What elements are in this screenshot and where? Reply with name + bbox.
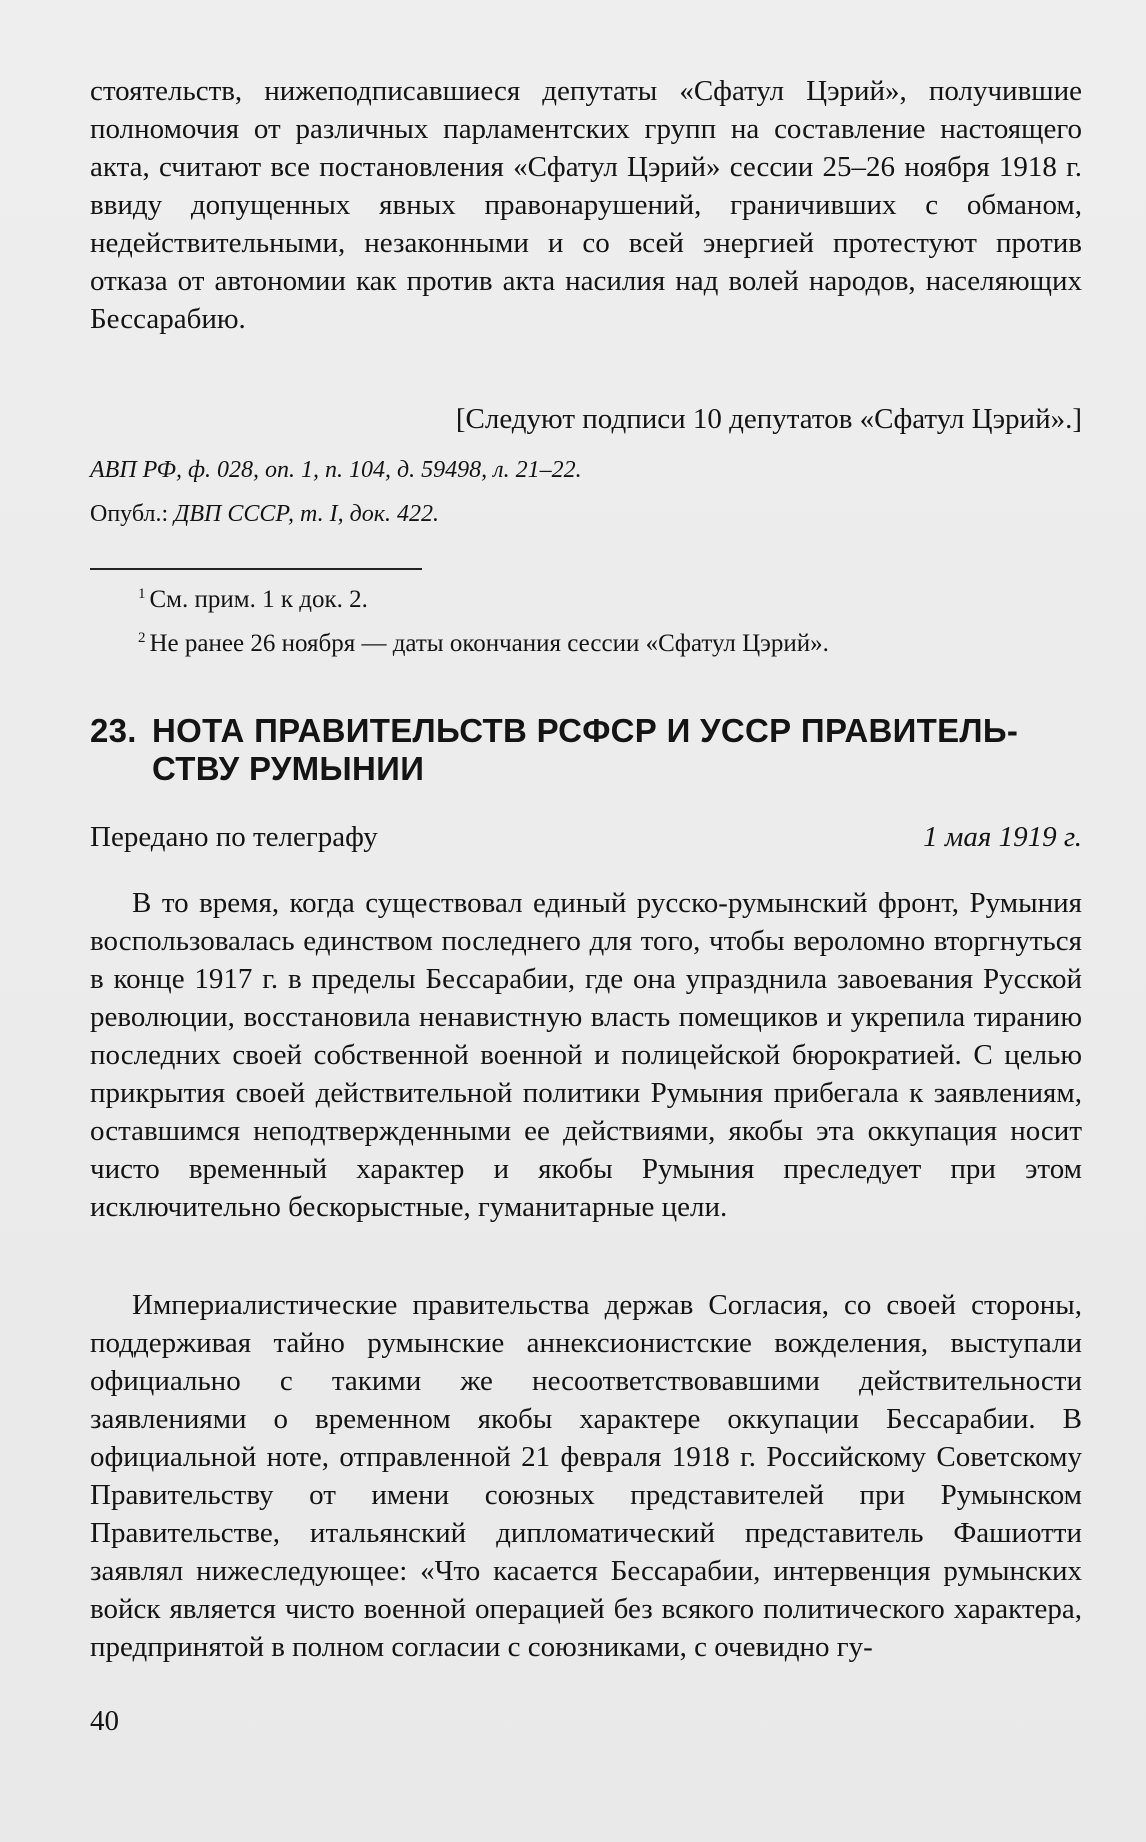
document-title (90, 712, 1082, 788)
body-text: В то время, когда существовал единый русско-румынский фронт, Румыния воспользовалась единством последнего для того, чтобы вероломно вторгнуться в конце 1917 г. в пределы Бессарабии, где она упразднила завоевания Русской революции, восстановила ненавистную власть помещиков и укрепила тиранию последних своей собственной военной и полицейской бюрократией. С целью прикрытия своей действительной политики Румыния прибегала к заявлениям, оставшимся неподтвержденными ее действиями, якобы эта оккупация носит чисто временный характер и якобы Румыния преследует при этом исключительно бескорыстные, гуманитарные цели. (90, 887, 1082, 1223)
footnote-text: Не ранее 26 ноября — даты окончания сессии «Сфатул Цэрий». (149, 630, 829, 657)
signatures-note: [Следуют подписи 10 депутатов «Сфатул Цэрий».] (455, 403, 1082, 435)
body-paragraph-2 (90, 1286, 1082, 1666)
footnote-mark: 1 (138, 586, 146, 602)
document-number: 23. (90, 712, 137, 749)
source-published: ДВП СССР, т. I, док. 422. (174, 501, 439, 527)
body-text: Империалистические правительства держав Согласия, со своей стороны, поддерживая тайно румынские аннексионистские вожделения, выступали официально с такими же несоответствовавшими действительности заявлениями о временном якобы характере оккупации Бессарабии. В официальной ноте, отправленной 21 февраля 1918 г. Российскому Советскому Правительству от имени союзных представителей при Румынском Правительстве, итальянский дипломатический представитель Фашиотти заявлял нижеследующее: «Что касается Бессарабии, интервенция румынских войск является чисто военной операцией без всякого политического характера, предпринятой в полном согласии с союзниками, с очевидно гу- (90, 1289, 1082, 1663)
footnote-mark: 2 (138, 630, 146, 646)
document-heading (90, 712, 1082, 788)
dateline (90, 818, 1082, 856)
page-number: 40 (90, 1705, 119, 1737)
footnotes (90, 575, 1082, 663)
transmission-note: Передано по телеграфу (90, 821, 378, 853)
document-date: 1 мая 1919 г. (923, 821, 1082, 853)
intro-paragraph: стоятельств, нижеподписавшиеся депутаты «Сфатул Цэрий», получившие полномочия от различных парламентских групп на составление настоящего акта, считают все постановления «Сфатул Цэрий» сессии 25–26 ноября 1918 г. ввиду допущенных явных правонарушений, граничивших с обманом, недействительными, незаконными и со всей энергией протестуют против отказа от автономии как против акта насилия над волей народов, населяющих Бессарабию. (90, 75, 1082, 335)
source-published-label: Опубл.: (90, 501, 169, 527)
source-published-line (90, 498, 1082, 530)
footnote-2 (90, 619, 1082, 663)
intro-block (90, 72, 1082, 338)
title-line-1: НОТА ПРАВИТЕЛЬСТВ РСФСР И УССР ПРАВИТЕЛЬ- (152, 712, 1019, 749)
footnote-text: См. прим. 1 к док. 2. (149, 586, 368, 613)
title-line-2: СТВУ РУМЫНИИ (152, 750, 425, 787)
footnote-divider (90, 568, 422, 570)
source-block (90, 454, 1082, 530)
body-paragraph-1 (90, 884, 1082, 1226)
source-archive: АВП РФ, ф. 028, оп. 1, п. 104, д. 59498, л. 21–22. (90, 457, 582, 483)
signatures-block (90, 400, 1082, 438)
footnote-1 (90, 575, 1082, 619)
